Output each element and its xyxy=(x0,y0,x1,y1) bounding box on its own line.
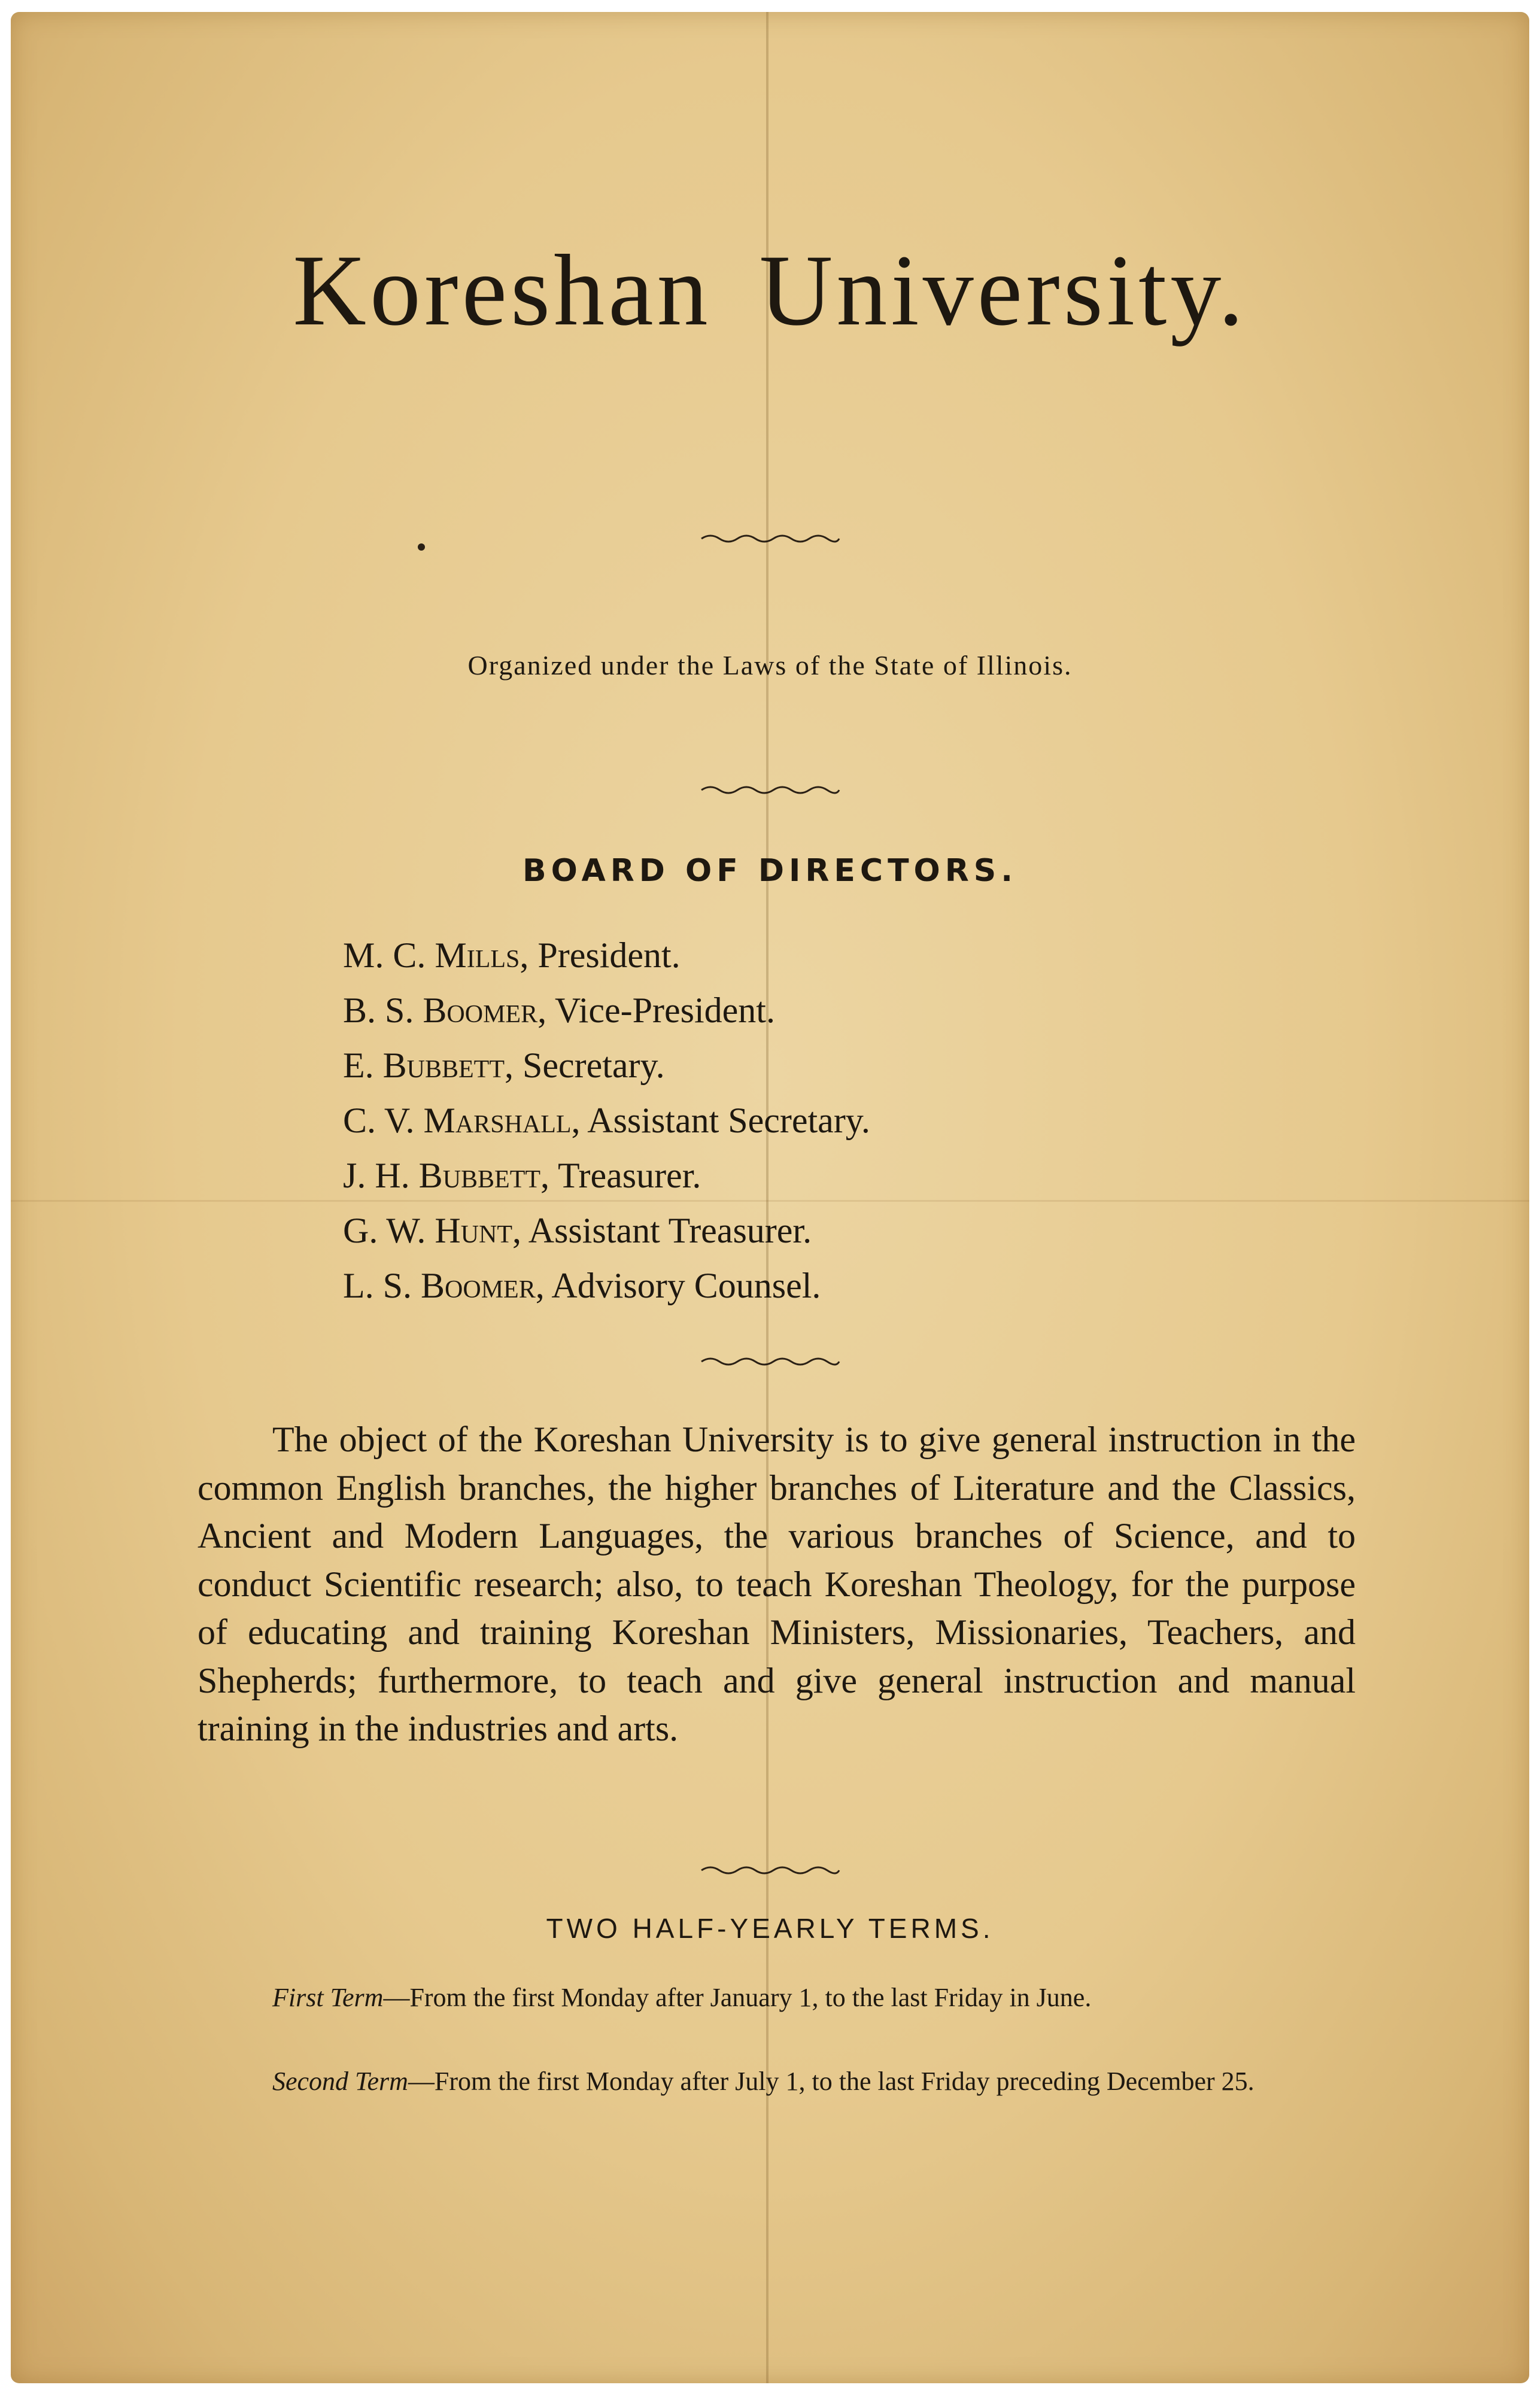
director-item: B. S. Boomer, Vice-President. xyxy=(343,991,775,1030)
wavy-divider xyxy=(11,530,1529,548)
terms-heading: TWO HALF-YEARLY TERMS. xyxy=(546,1913,994,1944)
second-term-label: Second Term xyxy=(272,2067,408,2096)
director-item: J. H. Bubbett, Treasurer. xyxy=(343,1156,701,1195)
second-term-paragraph xyxy=(198,2065,1356,2098)
director-item: G. W. Hunt, Assistant Treasurer. xyxy=(343,1211,812,1250)
director-item: L. S. Boomer, Advisory Counsel. xyxy=(343,1266,821,1305)
object-paragraph: The object of the Koreshan University is to give general instruction in the common English branches, the higher branches of Literature and the Classics, Ancient and Modern Languages, the various branches of Science, and to conduct Scientific research; also, to teach Koreshan Theology, for the purpose of educating and training Koreshan Ministers, Missionaries, Teachers, and Shepherds; furthermore, to teach and give general instruction and manual training in the industries and arts. xyxy=(198,1420,1356,1748)
second-term-text: —From the first Monday after July 1, to the last Friday preceding December 25. xyxy=(408,2067,1255,2096)
director-item: M. C. Mills, President. xyxy=(343,935,681,975)
directors-list xyxy=(343,928,870,1313)
document-page xyxy=(11,12,1529,2383)
board-of-directors-heading: BOARD OF DIRECTORS. xyxy=(523,853,1017,889)
title-word-koreshan: Koreshan xyxy=(293,234,712,347)
organized-statement: Organized under the Laws of the State of Illinois. xyxy=(467,650,1073,680)
director-item: C. V. Marshall, Assistant Secretary. xyxy=(343,1101,870,1140)
first-term-label: First Term xyxy=(272,1983,384,2012)
first-term-text: —From the first Monday after January 1, to the last Friday in June. xyxy=(383,1983,1092,2012)
title-word-university: University. xyxy=(759,234,1247,347)
document-title xyxy=(11,234,1529,347)
director-item: E. Bubbett, Secretary. xyxy=(343,1046,665,1085)
wavy-divider xyxy=(11,1861,1529,1879)
wavy-divider xyxy=(11,1353,1529,1371)
wavy-divider xyxy=(11,781,1529,799)
first-term-paragraph xyxy=(198,1981,1356,2015)
